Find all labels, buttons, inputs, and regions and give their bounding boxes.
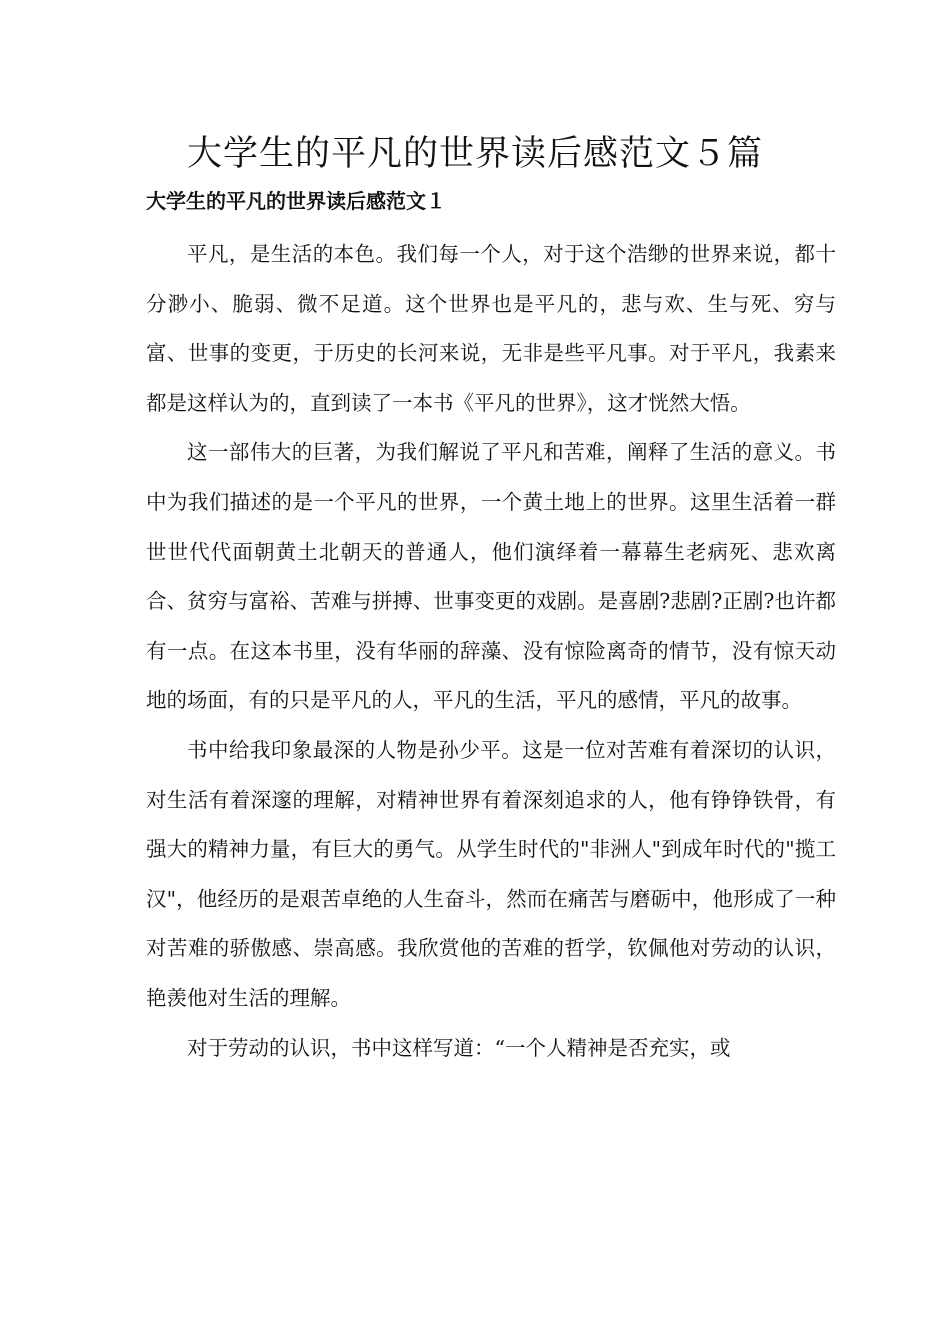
paragraph-2: 这一部伟大的巨著，为我们解说了平凡和苦难，阐释了生活的意义。书中为我们描述的是一个平凡的世界，一个黄土地上的世界。这里生活着一群世世代代面朝黄土北朝天的普通人，他们演绎着一幕幕生老病死、悲欢离合、贫穷与富裕、苦难与拼搏、世事变更的戏剧。是喜剧?悲剧?正剧?也许都有一点。在这本书里，没有华丽的辞藻、没有惊险离奇的情节，没有惊天动地的场面，有的只是平凡的人，平凡的生活，平凡的感情，平凡的故事。: [146, 440, 836, 713]
document-body: [146, 230, 836, 1073]
document-title: 大学生的平凡的世界读后感范文５篇: [186, 134, 763, 174]
paragraph-3: 书中给我印象最深的人物是孙少平。这是一位对苦难有着深切的认识，对生活有着深邃的理解，对精神世界有着深刻追求的人，他有铮铮铁骨，有强大的精神力量，有巨大的勇气。从学生时代的"非洲人"到成年时代的"揽工汉"，他经历的是艰苦卓绝的人生奋斗，然而在痛苦与磨砺中，他形成了一种对苦难的骄傲感、崇高感。我欣赏他的苦难的哲学，钦佩他对劳动的认识，艳羡他对生活的理解。: [146, 737, 836, 1010]
section-heading: 大学生的平凡的世界读后感范文１: [146, 189, 446, 213]
paragraph-4: 对于劳动的认识，书中这样写道：“一个人精神是否充实，或: [187, 1035, 731, 1060]
paragraph-1: 平凡，是生活的本色。我们每一个人，对于这个浩缈的世界来说，都十分渺小、脆弱、微不足道。这个世界也是平凡的，悲与欢、生与死、穷与富、世事的变更，于历史的长河来说，无非是些平凡事。对于平凡，我素来都是这样认为的，直到读了一本书《平凡的世界》，这才恍然大悟。: [146, 242, 836, 415]
